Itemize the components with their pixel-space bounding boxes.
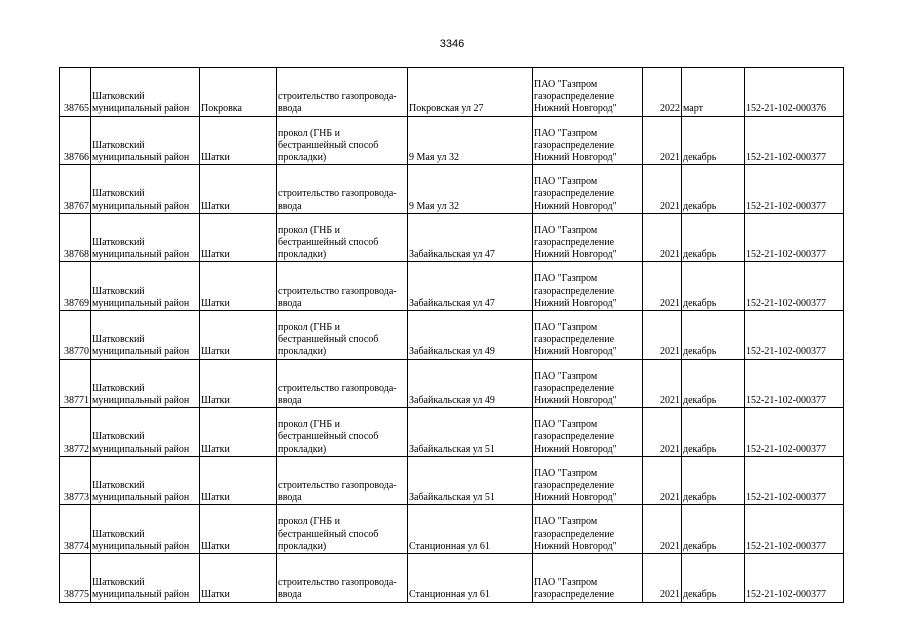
cell-settlement: Шатки [200, 408, 277, 457]
cell-code: 152-21-102-000376 [745, 68, 844, 117]
cell-work: строительство газопровода-ввода [277, 262, 408, 311]
cell-org: ПАО "Газпром газораспределение Нижний Новгород" [533, 408, 643, 457]
cell-id: 38766 [60, 116, 91, 165]
table-row [60, 456, 844, 505]
cell-year: 2021 [643, 359, 682, 408]
cell-month: декабрь [682, 262, 745, 311]
cell-district: Шатковский муниципальный район [91, 310, 200, 359]
cell-work: прокол (ГНБ и бестраншейный способ прокладки) [277, 116, 408, 165]
cell-year: 2021 [643, 310, 682, 359]
cell-code: 152-21-102-000377 [745, 505, 844, 554]
cell-address: Покровская ул 27 [408, 68, 533, 117]
cell-work: прокол (ГНБ и бестраншейный способ прокладки) [277, 505, 408, 554]
page-number: 3346 [439, 38, 465, 50]
cell-district: Шатковский муниципальный район [91, 359, 200, 408]
cell-id: 38769 [60, 262, 91, 311]
cell-settlement: Шатки [200, 262, 277, 311]
cell-district: Шатковский муниципальный район [91, 213, 200, 262]
cell-settlement: Шатки [200, 310, 277, 359]
cell-code: 152-21-102-000377 [745, 165, 844, 214]
cell-work: строительство газопровода-ввода [277, 165, 408, 214]
cell-month: декабрь [682, 553, 745, 602]
cell-year: 2022 [643, 68, 682, 117]
table-row [60, 116, 844, 165]
cell-address: Забайкальская ул 47 [408, 262, 533, 311]
cell-work: прокол (ГНБ и бестраншейный способ прокладки) [277, 310, 408, 359]
cell-id: 38767 [60, 165, 91, 214]
cell-month: март [682, 68, 745, 117]
cell-settlement: Покровка [200, 68, 277, 117]
cell-settlement: Шатки [200, 359, 277, 408]
cell-year: 2021 [643, 262, 682, 311]
cell-district: Шатковский муниципальный район [91, 165, 200, 214]
cell-code: 152-21-102-000377 [745, 456, 844, 505]
cell-year: 2021 [643, 408, 682, 457]
cell-org: ПАО "Газпром газораспределение [533, 553, 643, 602]
table-row [60, 408, 844, 457]
cell-year: 2021 [643, 505, 682, 554]
cell-org: ПАО "Газпром газораспределение Нижний Новгород" [533, 213, 643, 262]
cell-org: ПАО "Газпром газораспределение Нижний Новгород" [533, 116, 643, 165]
cell-code: 152-21-102-000377 [745, 116, 844, 165]
cell-month: декабрь [682, 116, 745, 165]
cell-id: 38765 [60, 68, 91, 117]
cell-month: декабрь [682, 165, 745, 214]
cell-settlement: Шатки [200, 116, 277, 165]
table-row [60, 310, 844, 359]
cell-address: 9 Мая ул 32 [408, 165, 533, 214]
cell-code: 152-21-102-000377 [745, 553, 844, 602]
cell-address: Станционная ул 61 [408, 553, 533, 602]
cell-work: прокол (ГНБ и бестраншейный способ прокладки) [277, 213, 408, 262]
cell-month: декабрь [682, 408, 745, 457]
cell-district: Шатковский муниципальный район [91, 456, 200, 505]
table-row [60, 553, 844, 602]
cell-work: строительство газопровода-ввода [277, 456, 408, 505]
cell-settlement: Шатки [200, 553, 277, 602]
cell-address: Забайкальская ул 51 [408, 456, 533, 505]
table-row [60, 262, 844, 311]
cell-year: 2021 [643, 553, 682, 602]
cell-address: 9 Мая ул 32 [408, 116, 533, 165]
cell-address: Забайкальская ул 51 [408, 408, 533, 457]
cell-work: строительство газопровода-ввода [277, 68, 408, 117]
cell-id: 38771 [60, 359, 91, 408]
cell-address: Забайкальская ул 49 [408, 359, 533, 408]
table-row [60, 165, 844, 214]
cell-id: 38768 [60, 213, 91, 262]
cell-code: 152-21-102-000377 [745, 310, 844, 359]
cell-district: Шатковский муниципальный район [91, 68, 200, 117]
cell-address: Забайкальская ул 47 [408, 213, 533, 262]
cell-work: строительство газопровода-ввода [277, 359, 408, 408]
cell-address: Станционная ул 61 [408, 505, 533, 554]
cell-month: декабрь [682, 456, 745, 505]
cell-org: ПАО "Газпром газораспределение Нижний Новгород" [533, 456, 643, 505]
cell-work: строительство газопровода-ввода [277, 553, 408, 602]
cell-code: 152-21-102-000377 [745, 408, 844, 457]
cell-year: 2021 [643, 116, 682, 165]
cell-district: Шатковский муниципальный район [91, 553, 200, 602]
cell-address: Забайкальская ул 49 [408, 310, 533, 359]
cell-year: 2021 [643, 213, 682, 262]
cell-settlement: Шатки [200, 165, 277, 214]
table-row [60, 505, 844, 554]
cell-id: 38774 [60, 505, 91, 554]
table-row [60, 213, 844, 262]
table-body [60, 68, 844, 603]
cell-id: 38772 [60, 408, 91, 457]
cell-code: 152-21-102-000377 [745, 213, 844, 262]
cell-month: декабрь [682, 505, 745, 554]
cell-year: 2021 [643, 456, 682, 505]
cell-org: ПАО "Газпром газораспределение Нижний Новгород" [533, 262, 643, 311]
cell-district: Шатковский муниципальный район [91, 408, 200, 457]
cell-settlement: Шатки [200, 213, 277, 262]
table-row [60, 68, 844, 117]
cell-district: Шатковский муниципальный район [91, 262, 200, 311]
cell-id: 38775 [60, 553, 91, 602]
cell-code: 152-21-102-000377 [745, 359, 844, 408]
cell-code: 152-21-102-000377 [745, 262, 844, 311]
cell-id: 38773 [60, 456, 91, 505]
cell-org: ПАО "Газпром газораспределение Нижний Новгород" [533, 505, 643, 554]
cell-month: декабрь [682, 359, 745, 408]
cell-district: Шатковский муниципальный район [91, 116, 200, 165]
cell-month: декабрь [682, 213, 745, 262]
cell-work: прокол (ГНБ и бестраншейный способ прокладки) [277, 408, 408, 457]
cell-org: ПАО "Газпром газораспределение Нижний Новгород" [533, 68, 643, 117]
cell-id: 38770 [60, 310, 91, 359]
cell-org: ПАО "Газпром газораспределение Нижний Новгород" [533, 165, 643, 214]
cell-org: ПАО "Газпром газораспределение Нижний Новгород" [533, 359, 643, 408]
cell-settlement: Шатки [200, 505, 277, 554]
table-row [60, 359, 844, 408]
cell-settlement: Шатки [200, 456, 277, 505]
cell-year: 2021 [643, 165, 682, 214]
cell-org: ПАО "Газпром газораспределение Нижний Новгород" [533, 310, 643, 359]
cell-district: Шатковский муниципальный район [91, 505, 200, 554]
cell-month: декабрь [682, 310, 745, 359]
records-table [59, 67, 844, 603]
